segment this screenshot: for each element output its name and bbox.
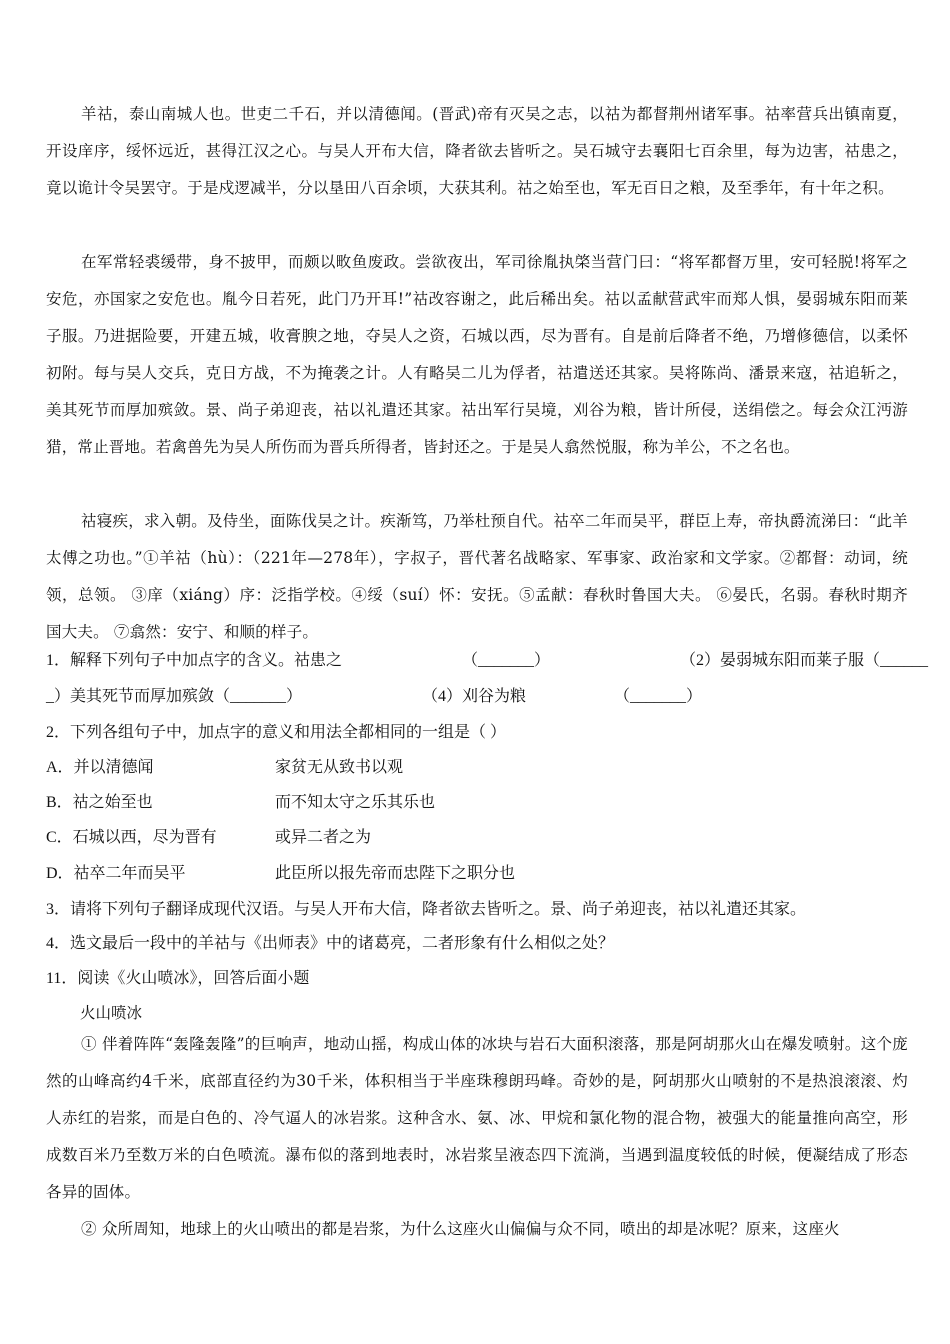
option-c-right: 或异二者之为 (275, 829, 372, 846)
question-2-stem: 2．下列各组句子中，加点字的意义和用法全都相同的一组是（ ） (46, 724, 507, 741)
question-1-stem: 1．解释下列句子中加点字的含义。祜患之 (46, 652, 343, 669)
option-d-left: D．祜卒二年而吴平 (46, 865, 186, 882)
question-1-item-3: _）美其死节而厚加殡敛（_______） (46, 688, 303, 705)
passage-paragraph-1: 羊祜，泰山南城人也。世吏二千石，并以清德闻。(晋武)帝有灭吴之志，以祜为都督荆州诸军事。祜率营兵出镇南夏，开设庠序，绥怀远近，甚得江汉之心。与吴人开布大信，降者欲去皆听之。吴石城守去襄阳七百余里，每为边害，祜患之，竟以诡计令吴罢守。于是戍逻减半，分以垦田八百余顷，大获其利。祜之始至也，军无百日之粮，及至季年，有十年之积。 (46, 105, 908, 197)
article-paragraph-1: ① 伴着阵阵“轰隆轰隆”的巨响声，地动山摇，构成山体的冰块与岩石大面积滚落，那是阿胡那火山在爆发喷射。这个庞然的山峰高约4千米，底部直径约为30千米，体积相当于半座珠穆朗玛峰。奇妙的是，阿胡那火山喷射的不是热浪滚滚、灼人赤红的岩浆，而是白色的、冷气逼人的冰岩浆。这种含水、氨、冰、甲烷和氯化物的混合物，被强大的能量推向高空，形成数百米乃至数万米的白色喷流。瀑布似的落到地表时，冰岩浆呈液态四下流淌，当遇到温度较低的时候，便凝结成了形态各异的固体。 (46, 1035, 908, 1201)
passage-paragraph-2: 在军常轻裘缓带，身不披甲，而颇以畋鱼废政。尝欲夜出，军司徐胤执棨当营门曰：“将军都督万里，安可轻脱!将军之安危，亦国家之安危也。胤今日若死，此门乃开耳!”祜改容谢之，此后稀出矣。祜以孟献营武牢而郑人惧，晏弱城东阳而莱子服。乃进据险要，开建五城，收膏腴之地，夺吴人之资，石城以西，尽为晋有。自是前后降者不绝，乃增修德信，以柔怀初附。每与吴人交兵，克日方战，不为掩袭之计。人有略吴二儿为俘者，祜遣送还其家。吴将陈尚、潘景来寇，祜追斩之，美其死节而厚加殡敛。景、尚子弟迎丧，祜以礼遣还其家。祜出军行吴境，刈谷为粮，皆计所侵，送绢偿之。每会众江沔游猎，常止晋地。若禽兽先为吴人所伤而为晋兵所得者，皆封还之。于是吴人翕然悦服，称为羊公，不之名也。 (46, 253, 908, 456)
question-11: 11．阅读《火山喷冰》，回答后面小题 (46, 970, 310, 987)
question-1-item-4: （4）刈谷为粮 (422, 688, 527, 705)
option-b-left: B．祜之始至也 (46, 794, 153, 811)
question-1-blank-1: （_______） (462, 652, 551, 669)
option-c-left: C．石城以西，尽为晋有 (46, 829, 217, 846)
question-1-item-2: （2）晏弱城东阳而莱子服（______ (680, 652, 929, 669)
article-title: 火山喷冰 (80, 1004, 143, 1022)
option-a-right: 家贫无从致书以观 (275, 759, 404, 776)
article-paragraph-2: ② 众所周知，地球上的火山喷出的都是岩浆，为什么这座火山偏偏与众不同，喷出的却是冰呢？原来，这座火 (81, 1220, 840, 1238)
question-1-blank-4: （_______） (614, 688, 703, 705)
question-4: 4．选文最后一段中的羊祜与《出师表》中的诸葛亮，二者形象有什么相似之处？ (46, 935, 615, 952)
passage-paragraph-3-with-notes: 祜寝疾，求入朝。及侍坐，面陈伐吴之计。疾渐笃，乃举杜预自代。祜卒二年而吴平，群臣上寿，帝执爵流涕曰：“此羊太傅之功也。”①羊祜（hù）：（221年—278年），字叔子，晋代著名战略家、军事家、政治家和文学家。②都督：动词，统领，总领。 ③庠（xiáng）序：泛指学校。④绥（suí）怀：安抚。⑤孟献：春秋时鲁国大夫。 ⑥晏氏，名弱。春秋时期齐国大夫。 ⑦翕然：安宁、和顺的样子。 (46, 512, 908, 641)
option-b-right: 而不知太守之乐其乐也 (275, 794, 436, 811)
option-a-left: A．并以清德闻 (46, 759, 154, 776)
option-d-right: 此臣所以报先帝而忠陛下之职分也 (275, 865, 516, 882)
question-3: 3．请将下列句子翻译成现代汉语。与吴人开布大信，降者欲去皆听之。景、尚子弟迎丧，祜以礼遣还其家。 (46, 901, 807, 918)
